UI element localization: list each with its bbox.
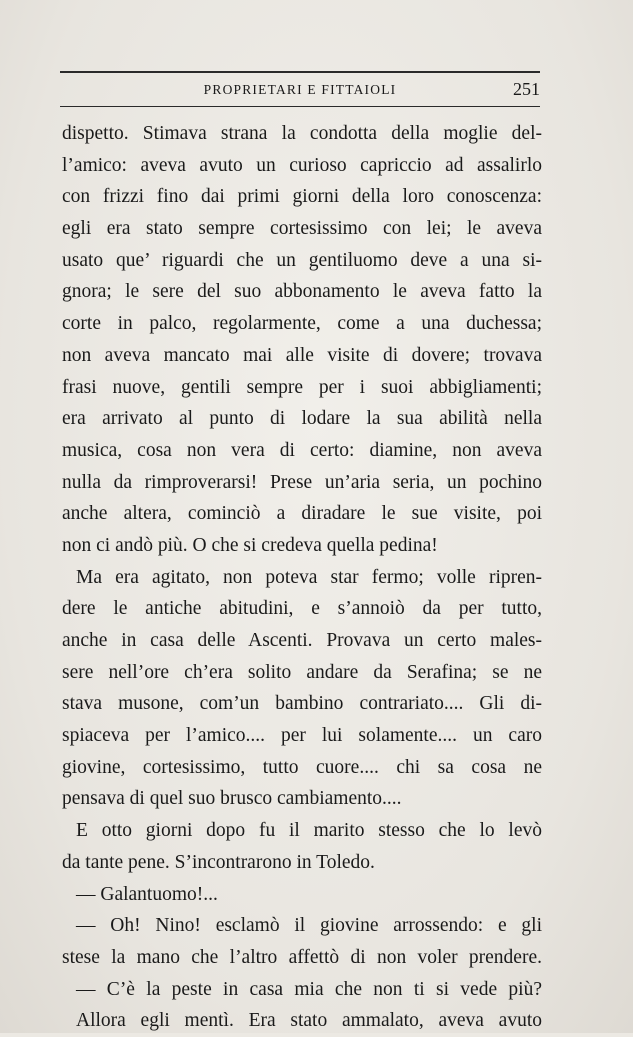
text-line: musica, cosa non vera di certo: diamine, non aveva — [62, 439, 542, 461]
text-line: E otto giorni dopo fu il marito stesso che lo levò — [76, 820, 542, 842]
text-line: egli era stato sempre cortesissimo con lei; le aveva — [62, 218, 542, 240]
text-line: frasi nuove, gentili sempre per i suoi abbigliamenti; — [62, 376, 542, 398]
text-line: gnora; le sere del suo abbonamento le aveva fatto la — [62, 281, 542, 303]
text-line: anche altera, cominciò a diradare le sue visite, poi — [62, 503, 542, 525]
text-line: Ma era agitato, non poteva star fermo; volle ripren- — [76, 566, 542, 588]
text-line: corte in palco, regolarmente, come a una duchessa; — [62, 313, 542, 335]
text-line: stese la mano che l’altro affettò di non voler prendere. — [62, 946, 542, 968]
text-line: spiaceva per l’amico.... per lui solamente.... un caro — [62, 725, 542, 747]
page-number: 251 — [513, 79, 540, 99]
text-line: non aveva mancato mai alle visite di dovere; trovava — [62, 344, 542, 366]
text-line: dispetto. Stimava strana la condotta della moglie del- — [62, 123, 542, 144]
text-line: l’amico: aveva avuto un curioso capriccio ad assalirlo — [62, 154, 542, 176]
text-line: giovine, cortesissimo, tutto cuore.... chi sa cosa ne — [62, 756, 542, 778]
text-line: Allora egli mentì. Era stato ammalato, aveva avuto — [76, 1010, 542, 1032]
text-line: usato que’ riguardi che un gentiluomo deve a una si- — [62, 249, 542, 271]
running-title: PROPRIETARI E FITTAIOLI — [203, 82, 397, 97]
header-rule-top — [60, 71, 540, 73]
body-text — [62, 118, 542, 1037]
text-line: pensava di quel suo brusco cambiamento.... — [62, 788, 402, 810]
text-line: — Oh! Nino! esclamò il giovine arrossendo: e gli — [76, 915, 542, 937]
text-line: nulla da rimproverarsi! Prese un’aria seria, un pochino — [62, 471, 542, 493]
text-line: — Galantuomo!... — [76, 883, 218, 905]
text-line: da tante pene. S’incontrarono in Toledo. — [62, 851, 375, 873]
text-line: con frizzi fino dai primi giorni della loro conoscenza: — [62, 186, 542, 208]
text-line: stava musone, com’un bambino contrariato.... Gli di- — [62, 693, 542, 715]
text-line: dere le antiche abitudini, e s’annoiò da per tutto, — [62, 598, 542, 620]
header-rule-bottom — [60, 106, 540, 107]
text-line: anche in casa delle Ascenti. Provava un certo males- — [62, 630, 542, 651]
text-line: sere nell’ore ch’era solito andare da Serafina; se ne — [62, 661, 542, 683]
text-line: — C’è la peste in casa mia che non ti si vede più? — [76, 978, 542, 1000]
running-header — [60, 78, 540, 102]
text-line: era arrivato al punto di lodare la sua abilità nella — [62, 408, 542, 430]
text-line: non ci andò più. O che si credeva quella pedina! — [62, 534, 438, 556]
